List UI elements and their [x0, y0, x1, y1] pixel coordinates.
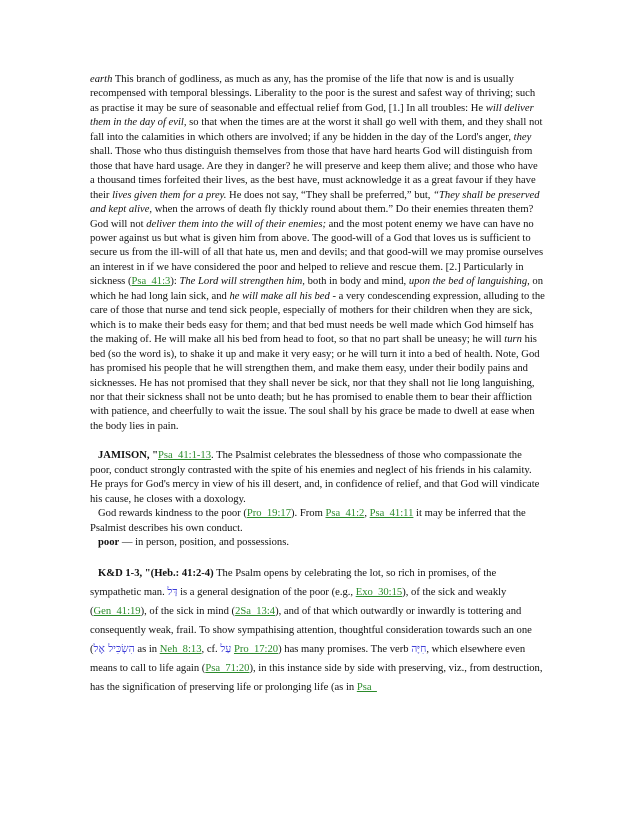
italic-run: The Lord will strengthen him,	[179, 276, 305, 288]
text-run: his bed (so the word is), to shake it up and make it very easy; or he will turn it into a bed of health. Note, God has promised his people that he will strengthen them, and make them easy, under their bodily pains and sicknesses. He has not promised that they shall never be sick, nor that they shall not lie long languishing, nor that their sickness shall not be unto death; but he has promised to enable them to bear their affliction with patience, and cheerfully to wait the issue. The soul shall by his grace be made to dwell at ease when the body lies in pain.	[90, 334, 540, 432]
defined-term: poor	[98, 537, 120, 549]
scripture-link[interactable]: Neh_8:13	[159, 643, 202, 655]
italic-run: “They shall be preserved and kept alive,	[90, 189, 540, 216]
text-run: and the most potent enemy we have can have no power against us but what is given him from above. The good-will of a God that loves us is sufficient to secure us from the ill-will of all that hate us, men and devils; and that good-will we may promise ourselves an interest in if we have considered the poor and helped to relieve and rescue them. [2.] Particularly in sickness (	[90, 218, 544, 288]
text-run: ) has many promises. The verb	[278, 643, 412, 655]
hebrew-word: חִיָּה	[411, 642, 427, 655]
jamison-paragraph	[90, 449, 545, 507]
commentator-heading: K&D 1-3, "(Heb.: 41:2-4)	[98, 567, 214, 579]
text-run: so that when the times are at the worst it shall go well with them, and they shall not fall into the calamities in which others are involved; if any be hidden in the day of the Lord's anger,	[90, 117, 543, 143]
text-run: as in	[134, 643, 160, 655]
scripture-link[interactable]: Psa_41:2	[325, 508, 365, 520]
italic-run: upon the bed of languishing,	[408, 276, 530, 288]
text-run: is a general designation of the poor (e.g.,	[177, 586, 356, 598]
hebrew-word: עַל	[220, 642, 232, 655]
scripture-link[interactable]: Psa_	[356, 681, 377, 693]
text-run: ). From	[291, 508, 326, 520]
text-run: both in body and mind,	[304, 276, 409, 288]
hebrew-word: הִשְׂכִּיל אֶל	[93, 642, 135, 655]
scripture-link[interactable]: Exo_30:15	[355, 586, 403, 598]
text-run: - a very condescending expression, alluding to the care of those that nurse and tend sick people, especially of mothers for their children when they are sick, which is to make their beds easy for them; and that bed must needs be well made which God himself has the making of. He will make all his bed from head to foot, so that no part shall be uneasy; he will	[90, 290, 545, 346]
text-run: — in person, position, and possessions.	[119, 537, 289, 549]
paragraph-gap	[90, 551, 545, 564]
text-run: ,	[364, 508, 370, 520]
text-run: it may be inferred that the Psalmist describes his own conduct.	[90, 508, 526, 534]
scripture-link[interactable]: Psa_41:1-13	[158, 450, 211, 462]
scripture-link[interactable]: Psa_41:3	[131, 276, 171, 288]
text-run: when the arrows of death fly thickly round about them.” Do their enemies threaten them? God will not	[90, 204, 534, 230]
jamison-paragraph-2	[90, 507, 545, 536]
commentary-page	[90, 73, 545, 697]
scripture-link[interactable]: Pro_19:17	[246, 508, 292, 520]
italic-run: deliver them into the will of their enemies;	[146, 218, 326, 230]
kd-paragraph	[90, 564, 545, 697]
text-run: , cf.	[201, 643, 221, 655]
italic-run: lives given them for a prey.	[112, 189, 227, 201]
text-run: shall. Those who thus distinguish themselves from those that have hard hearts God will distinguish from those that have hard usage. Are they in danger? he will preserve and keep them alive; and those who have a thousand times forfeited their lives, as the best have, must acknowledge it as a great favour if they have their	[90, 146, 538, 201]
scripture-link[interactable]: Psa_41:11	[369, 508, 414, 520]
commentator-heading: JAMISON, "	[98, 450, 159, 462]
text-run: He does not say, “They shall be preferred,” but,	[226, 189, 434, 201]
scripture-link[interactable]: Psa_71:20	[205, 662, 250, 674]
henry-paragraph	[90, 73, 545, 434]
scripture-link[interactable]: Gen_41:19	[93, 605, 141, 617]
jamison-definition	[90, 536, 545, 550]
text-run: ):	[170, 276, 180, 288]
text-run: ), in this instance side by side with preserving, viz., from destruction, has the signification of preserving life or prolonging life (as in	[90, 662, 543, 693]
italic-run: he will make all his bed	[229, 290, 330, 302]
text-run: The Psalm opens by celebrating the lot, so rich in promises, of the sympathetic man.	[90, 567, 497, 598]
text-run: God rewards kindness to the poor (	[98, 508, 247, 520]
text-run: This branch of godliness, as much as any, has the promise of the life that now is and is usually recompensed with temporal blessings. Liberality to the poor is the surest and safest way of thriving; such as practise it may be sure of seasonable and effectual relief from God, [1.] In all troubles: He	[90, 74, 536, 114]
keyword-earth: earth	[90, 74, 113, 85]
italic-run: will deliver them in the day of evil,	[90, 102, 534, 129]
text-run: . The Psalmist celebrates the blessedness of those who compassionate the poor, conduct strongly contrasted with the spite of his enemies and neglect of his friends in his calamity. He prays for God's mercy in view of his ill desert, and, in confidence of relief, and that God will vindicate his cause, he closes with a doxology.	[90, 450, 540, 505]
hebrew-word: דַּל	[167, 585, 178, 598]
italic-run: they	[513, 131, 532, 143]
scripture-link[interactable]: 2Sa_13:4	[235, 605, 276, 617]
text-run: ), of the sick in mind (	[140, 605, 236, 617]
text-run: ), and of that which outwardly or inwardly is tottering and consequently weak, frail. To show sympathising attention, thoughtful consideration towards such an one (	[90, 605, 532, 655]
text-run: , which elsewhere even means to call to life again (	[90, 643, 526, 674]
text-run: ), of the sick and weakly (	[90, 586, 507, 617]
scripture-link[interactable]: Pro_17:20	[233, 643, 279, 655]
italic-run: turn	[504, 334, 522, 346]
paragraph-gap	[90, 434, 545, 449]
text-run: on which he had long lain sick, and	[90, 276, 544, 302]
